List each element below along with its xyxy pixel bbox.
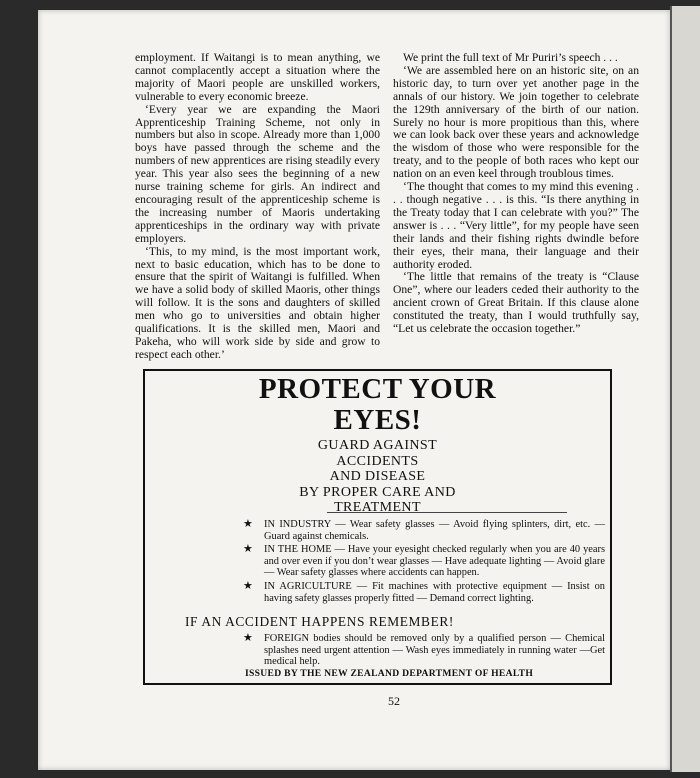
left-column <box>135 52 380 362</box>
paragraph: employment. If Waitangi is to mean anything, we cannot complacently accept a situation where the majority of Maori people are unskilled workers, vulnerable to every economic breeze. <box>135 51 380 103</box>
ad-accident-list <box>243 633 605 670</box>
ad-subheading-line: ACCIDENTS <box>336 453 419 469</box>
star-icon: ★ <box>243 579 253 592</box>
bullet-text: IN INDUSTRY — Wear safety glasses — Avoid flying splinters, dirt, etc. — Guard against chemicals. <box>264 519 605 542</box>
ad-accident-heading: IF AN ACCIDENT HAPPENS REMEMBER! <box>185 614 454 629</box>
star-icon: ★ <box>243 543 253 556</box>
ad-headline-line1: PROTECT YOUR <box>258 373 497 405</box>
star-icon: ★ <box>243 518 253 530</box>
paragraph: ‘The little that remains of the treaty is “Clause One”, where our leaders ceded their authority to the ancient crown of Great Britain. If this clause alone constituted the treaty, than I would truthfully say, “Let us celebrate the occasion together.” <box>393 270 639 336</box>
right-column <box>393 52 639 336</box>
ad-bullet-foreign-bodies <box>243 633 605 668</box>
paragraph: ‘The thought that comes to my mind this evening . . . though negative . . . is this. “Is there anything in the Treaty today that I can celebrate with you?” The answer is . . . “Very little”, for my people have seen their lands and their fishing rights dwindle before their eyes, their mana, their language and their authority eroded. <box>393 180 639 271</box>
paragraph: We print the full text of Mr Puriri’s speech . . . <box>403 51 618 64</box>
ad-headline-line2: EYES! <box>333 404 422 436</box>
paragraph: ‘This, to my mind, is the most important work, next to basic education, which has to be done to ensure that the spirit of Waitangi is fulfilled. When we have a solid body of skilled Maoris, other things will follow. It is the sons and daughters of skilled men who go to universities and obtain higher qualifications. It is the skilled men, Maori and Pakeha, who will work side by side and grow to respect each other.’ <box>135 244 380 361</box>
paragraph: ‘We are assembled here on an historic site, on an historic day, to turn over yet another page in the annals of our history. We join together to celebrate the 129th anniversary of the birth of our nation. Surely no hour is more propitious than this, where we can look back over these years and acknowledge the wisdom of those who were responsible for the treaty, and to the people of both races who kept our nation on an even keel through troublous times. <box>393 63 639 181</box>
eye-protection-advertisement <box>143 369 612 685</box>
page-number: 52 <box>388 694 400 708</box>
ad-issuer: ISSUED BY THE NEW ZEALAND DEPARTMENT OF HEALTH <box>245 668 534 679</box>
paragraph: ‘Every year we are expanding the Maori Apprenticeship Training Scheme, not only in numbers but also in scope. Already more than 1,000 boys have passed through the scheme and the numbers of new apprentices are rising steadily every year. This year also sees the beginning of a new nurse training scheme for girls. An indirect and encouraging result of the apprenticeship scheme is the increasing number of Maoris undertaking apprenticeships in the ordinary way with private employers. <box>135 102 380 245</box>
bullet-text: FOREIGN bodies should be removed only by a qualified person — Chemical splashes need urgent attention — Wash eyes immediately in running water —Get medical help. <box>264 633 605 668</box>
ad-bullet-agriculture <box>243 581 605 604</box>
bullet-text: IN AGRICULTURE — Fit machines with protective equipment — Insist on having safety glasses properly fitted — Demand correct lighting. <box>264 580 605 604</box>
ad-subheading-line: TREATMENT <box>334 500 421 515</box>
page-spine <box>670 6 700 772</box>
ad-divider <box>327 512 567 513</box>
ad-subheading-line: AND DISEASE <box>329 469 426 484</box>
ad-bullet-industry <box>243 519 605 542</box>
ad-subheading-line: BY PROPER CARE AND <box>299 484 456 500</box>
star-icon: ★ <box>243 632 253 644</box>
ad-bullet-list <box>243 519 605 606</box>
ad-bullet-home <box>243 544 605 579</box>
ad-subheading-line: GUARD AGAINST <box>317 438 438 453</box>
bullet-text: IN THE HOME — Have your eyesight checked regularly when you are 40 years and over even if you don’t wear glasses — Have adequate lighting — Avoid glare — Wear safety glasses where accidents can happen. <box>264 544 605 579</box>
